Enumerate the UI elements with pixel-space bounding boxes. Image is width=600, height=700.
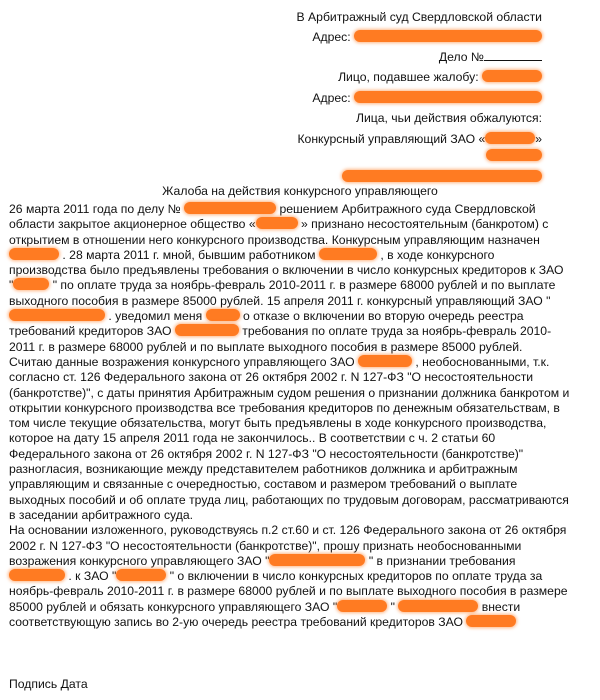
redaction-mark [184, 202, 276, 214]
document-body [9, 202, 571, 630]
redaction-block [486, 149, 542, 161]
case-number-line: Дело № [439, 46, 542, 68]
redaction-mark [354, 30, 542, 42]
redaction-mark [482, 70, 542, 82]
court-name: В Арбитражный суд Свердловской области [296, 10, 542, 24]
address-line-1: Адрес: [312, 26, 542, 48]
document-title: Жалоба на действия конкурсного управляющего [162, 184, 438, 198]
respondents-label: Лица, чьи действия обжалуются: [355, 111, 542, 125]
redaction-mark [206, 309, 240, 321]
redaction-mark [256, 217, 298, 229]
paragraph-3: На основании изложенного, руководствуясь п.2 ст.60 и ст. 126 Федерального закона от 26 октября 2002 г. N 127-ФЗ "О несостоятельности (банкротстве)", прошу признать необоснованными возражения конкурсного управляющего ЗАО " " в признании требования . к ЗАО " " о включении в число конкурсных кредиторов по оплате труда за ноябрь-февраль 2010-2011 г. в размере 68000 рублей и по выплате выходного пособия в размере 85000 рублей и обязать конкурсного управляющего ЗАО " " внести соответствующую запись во 2-ую очередь реестра требований кредиторов ЗАО [9, 523, 568, 630]
redaction-mark [398, 600, 478, 612]
redaction-mark [13, 278, 49, 290]
redaction-mark [9, 248, 59, 260]
redaction-block [342, 170, 542, 182]
manager-line: Конкурсный управляющий ЗАО « » [297, 132, 542, 146]
paragraph-2: Считаю данные возражения конкурсного управляющего ЗАО , необоснованными, т.к. согласно ст. 126 Федерального закона от 26 октября 2002 г. N 127-ФЗ "О несостоятельности (банкротстве)", с даты принятия Арбитражным судом решения о признании должника банкротом и открытии конкурсного производства все требования кредиторов по денежным обязательствам, в том числе текущие обязательства, могут быть предъявлены в ходе конкурсного производства, которое на дату 15 апреля 2011 года не закончилось.. В соответствии с ч. 2 статьи 60 Федерального закона от 26 октября 2002 г. N 127-ФЗ "О несостоятельности (банкротстве)" разногласия, возникающие между представителем работников должника и арбитражным управляющим и связанные с очередностью, составом и размером требований о выплате выходных пособий и об оплате труда лиц, работающих по трудовым договорам, рассматриваются в заседании арбитражного суда. [9, 354, 570, 522]
address-line-2: Адрес: [312, 87, 542, 109]
redaction-mark [466, 615, 516, 627]
redaction-mark [175, 324, 239, 336]
redaction-mark [269, 554, 365, 566]
redaction-mark [116, 569, 166, 581]
redaction-mark [9, 569, 65, 581]
redaction-mark [485, 132, 535, 144]
redaction-mark [319, 248, 377, 260]
paragraph-1: 26 марта 2011 года по делу № решением Арбитражного суда Свердловской области закрытое акционерное общество « » признано несостоятельным (банкротом) с открытием в отношении него конкурсного производства. Конкурсным управляющим назначен . 28 марта 2011 г. мной, бывшим работником , в ходе конкурсного производства было предъявлены требования о включении в число конкурсных кредиторов к ЗАО " " по оплате труда за ноябрь-февраль 2010-2011 г. в размере 68000 рублей и по выплате выходного пособия в размере 85000 рублей. 15 апреля 2011 г. конкурсный управляющий ЗАО " . уведомил меня о отказе о включении во вторую очередь реестра требований кредиторов ЗАО требования по оплате труда за ноябрь-февраль 2010-2011 г. в размере 68000 рублей и по выплате выходного пособия в размере 85000 рублей. [9, 202, 564, 354]
redaction-mark [9, 309, 105, 321]
signature-date-line: Подпись Дата [9, 677, 88, 691]
redaction-mark [354, 91, 542, 103]
complainant-line: Лицо, подавшее жалобу: [338, 66, 542, 88]
redaction-mark [358, 355, 412, 367]
redaction-mark [337, 600, 387, 612]
case-number-blank [484, 49, 542, 61]
